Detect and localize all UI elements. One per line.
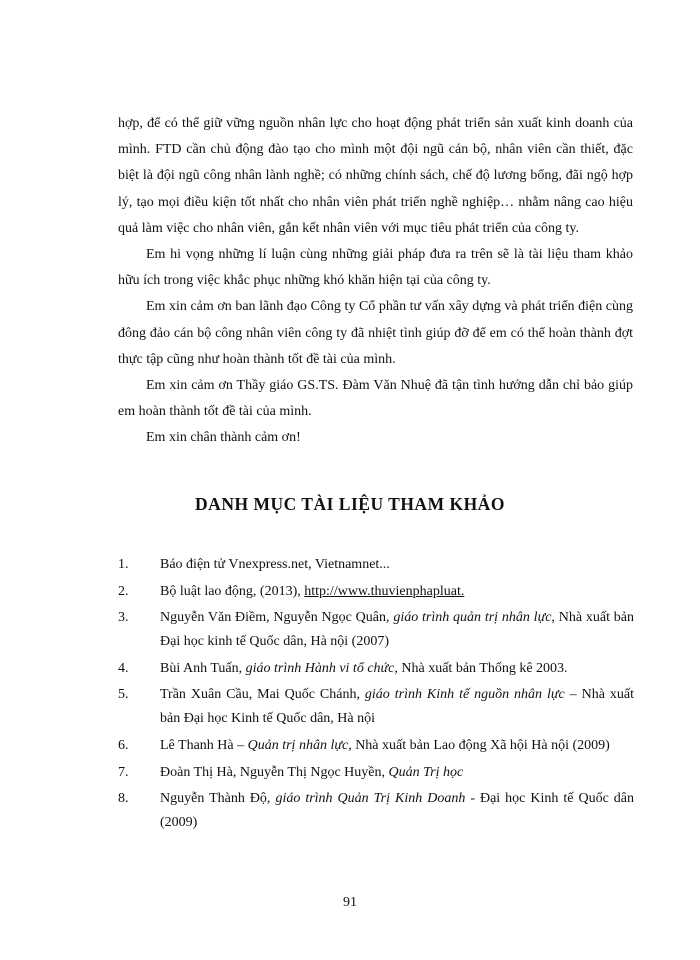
reference-title: , giáo trình Kinh tế nguồn nhân lực <box>356 687 565 703</box>
reference-item <box>118 657 634 681</box>
reference-text: Đoàn Thị Hà, Nguyễn Thị Ngọc Huyền, <box>160 764 389 780</box>
reference-number: 7. <box>118 764 129 780</box>
reference-number: 4. <box>118 660 129 676</box>
reference-number: 8. <box>118 791 129 807</box>
reference-item <box>118 787 634 835</box>
references-heading: DANH MỤC TÀI LIỆU THAM KHẢO <box>195 494 505 514</box>
reference-title: giáo trình Hành vi tổ chức <box>245 660 395 676</box>
reference-title: giáo trình Quản Trị Kinh Doanh <box>275 791 466 807</box>
reference-item <box>118 734 634 758</box>
reference-text: , Nhà xuất bản Đại học kinh tế Quốc dân, Hà nội (2007) <box>160 610 634 650</box>
reference-text: Trần Xuân Cầu, Mai Quốc Chánh <box>160 687 357 703</box>
reference-number: 3. <box>118 610 129 626</box>
reference-number: 6. <box>118 737 129 753</box>
reference-title: Quản trị nhân lực <box>247 737 349 753</box>
reference-item <box>118 580 634 604</box>
reference-text: Lê Thanh Hà – <box>160 737 248 753</box>
paragraph-closing: Em xin chân thành cảm ơn! <box>146 430 301 446</box>
reference-number: 1. <box>118 557 129 572</box>
reference-text: , Nhà xuất bản Thống kê 2003. <box>394 660 568 676</box>
reference-title: giáo trình quản trị nhân lực <box>393 610 552 626</box>
reference-link[interactable]: http://www.thuvienphapluat. <box>304 583 465 599</box>
reference-number: 5. <box>118 687 129 703</box>
reference-number: 2. <box>118 583 129 599</box>
page-number: 91 <box>343 895 357 910</box>
reference-text: – Nhà xuất bản Đại học Kinh tế Quốc dân, Hà nội <box>160 687 634 727</box>
reference-list <box>118 553 634 838</box>
reference-text: Bùi Anh Tuấn, <box>160 660 246 676</box>
paragraph-thanks-teacher: Em xin cảm ơn Thầy giáo GS.TS. Đàm Văn Nhuệ đã tận tình hướng dẫn chỉ bảo giúp em hoàn thành tốt đề tài của mình. <box>118 378 633 420</box>
paragraph-hope: Em hi vọng những lí luận cùng những giải pháp đưa ra trên sẽ là tài liệu tham khảo hữu ích trong việc khắc phục những khó khăn hiện tại của công ty. <box>118 247 633 289</box>
reference-text: , Nhà xuất bản Lao động Xã hội Hà nội (2009) <box>348 737 610 753</box>
reference-text: Nguyễn Văn Điềm, Nguyễn Ngọc Quân, <box>160 610 394 626</box>
reference-item <box>118 761 634 785</box>
reference-item <box>118 606 634 654</box>
paragraph-thanks-company: Em xin cảm ơn ban lãnh đạo Công ty Cổ phần tư vấn xây dựng và phát triển điện cùng đông đảo cán bộ công nhân viên công ty đã nhiệt tình giúp đỡ để em có thể hoàn thành đợt thực tập cũng như hoàn thành tốt đề tài của mình. <box>118 299 633 367</box>
body-text <box>118 111 633 452</box>
reference-title: Quản Trị học <box>388 764 464 780</box>
reference-text: Nguyễn Thành Độ, <box>160 791 276 807</box>
reference-text: Báo điện tử Vnexpress.net, Vietnamnet... <box>160 557 390 572</box>
reference-text: Bộ luật lao động, (2013), <box>160 583 305 599</box>
paragraph-continuation: hợp, để có thể giữ vững nguồn nhân lực cho hoạt động phát triển sản xuất kinh doanh của mình. FTD cần chủ động đào tạo cho mình một đội ngũ cán bộ, nhân viên cần thiết, đặc biệt là đội ngũ công nhân lành nghề; có những chính sách, chế độ lương bổng, đãi ngộ hợp lý, tạo mọi điều kiện tốt nhất cho nhân viên phát triển nghề nghiệp… nhằm nâng cao hiệu quả làm việc cho nhân viên, gắn kết nhân viên với mục tiêu phát triển của công ty. <box>118 116 633 236</box>
reference-item <box>118 553 634 577</box>
reference-item <box>118 683 634 731</box>
reference-text: - Đại học Kinh tế Quốc dân (2009) <box>160 791 635 831</box>
